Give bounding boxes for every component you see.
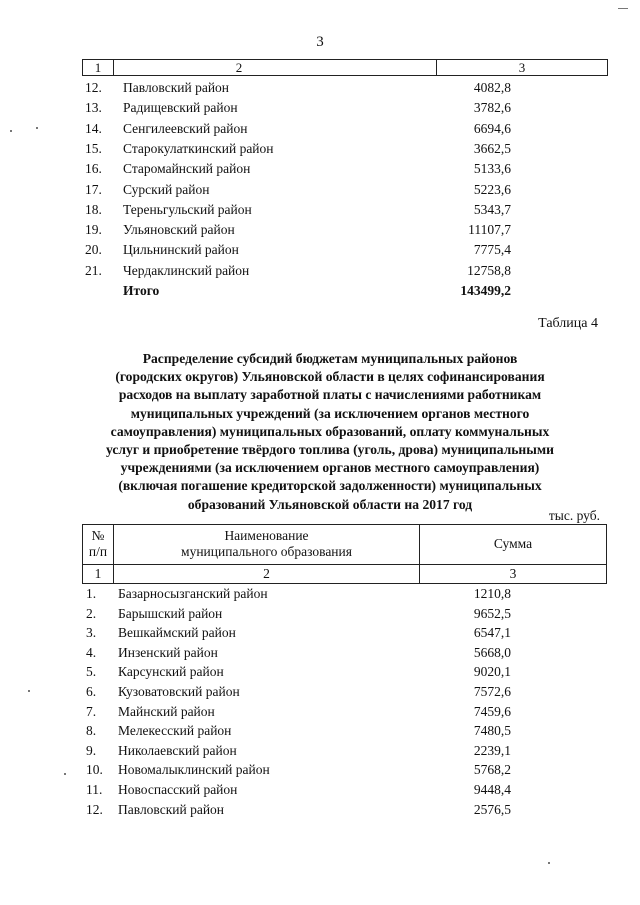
- row-value: 2239,1: [473, 742, 511, 758]
- row-name: Старокулаткинский район: [123, 140, 274, 156]
- table-row: [0, 200, 640, 220]
- row-name: Тереньгульский район: [123, 201, 252, 217]
- table-row: [0, 180, 640, 200]
- table-row: [0, 780, 640, 800]
- row-number: 10.: [86, 762, 103, 778]
- table-row: [0, 682, 640, 702]
- row-name: Вешкаймский район: [118, 625, 236, 641]
- row-value: 5223,6: [473, 181, 511, 197]
- title-line: самоуправления) муниципальных образований, оплату коммунальных: [110, 423, 550, 439]
- row-name: Инзенский район: [118, 644, 218, 660]
- table-row: [0, 760, 640, 780]
- row-name: Майнский район: [118, 703, 215, 719]
- row-name: Мелекесский район: [118, 723, 232, 739]
- row-name: Ульяновский район: [123, 222, 235, 238]
- row-number: 18.: [85, 201, 102, 217]
- title-line: муниципальных учреждений (за исключением органов местного: [130, 405, 530, 421]
- total-label: Итого: [123, 283, 160, 298]
- row-value: 4082,8: [473, 80, 511, 95]
- col1-header-line1: №: [91, 528, 105, 543]
- table-row: [0, 240, 640, 260]
- table-row: [0, 741, 640, 761]
- row-name: Павловский район: [123, 80, 230, 95]
- table-row: [0, 98, 640, 118]
- page-number: 3: [316, 34, 324, 50]
- index-cell-2: 2: [263, 566, 270, 581]
- row-number: 13.: [85, 100, 102, 116]
- row-number: 2.: [86, 605, 97, 621]
- row-value: 6694,6: [473, 120, 511, 136]
- row-name: Базарносызганский район: [118, 586, 268, 601]
- row-value: 5343,7: [473, 201, 511, 217]
- row-value: 9652,5: [473, 605, 511, 621]
- row-value: 7480,5: [473, 723, 511, 739]
- title-line: Распределение субсидий бюджетам муниципальных районов: [142, 351, 518, 366]
- row-name: Барышский район: [118, 605, 223, 621]
- table-row: [0, 623, 640, 643]
- row-name: Павловский район: [118, 801, 225, 817]
- table-row: [0, 584, 640, 604]
- col3-header: Сумма: [493, 536, 533, 551]
- row-number: 20.: [85, 242, 102, 258]
- row-value: 12758,8: [467, 262, 511, 278]
- row-name: Кузоватовский район: [118, 684, 240, 699]
- row-value: 3782,6: [473, 100, 511, 116]
- table-title: [70, 350, 590, 514]
- table-row: [0, 800, 640, 820]
- row-number: 11.: [86, 782, 103, 797]
- header-cell-3: 3: [518, 60, 526, 75]
- row-number: 12.: [86, 801, 103, 817]
- row-value: 1210,8: [473, 586, 511, 601]
- title-line: учреждениями (за исключением органов местного самоуправления): [120, 460, 540, 476]
- table-row: [0, 139, 640, 159]
- total-row: [0, 281, 640, 301]
- row-value: 3662,5: [473, 140, 511, 156]
- col1-header-line2: п/п: [88, 544, 108, 559]
- title-line: образований Ульяновской области на 2017 год: [187, 496, 473, 512]
- row-name: Чердаклинский район: [123, 262, 250, 278]
- row-number: 9.: [86, 742, 97, 758]
- index-cell-1: 1: [94, 566, 102, 581]
- row-name: Николаевский район: [118, 742, 237, 758]
- row-number: 17.: [85, 181, 102, 197]
- row-number: 14.: [85, 120, 102, 136]
- title-line: услуг и приобретение твёрдого топлива (уголь, дрова) муниципальными: [106, 442, 554, 458]
- row-name: Сурский район: [123, 181, 210, 197]
- title-line: (включая погашение кредиторской задолженности) муниципальных: [118, 478, 542, 494]
- row-name: Радищевский район: [123, 100, 238, 116]
- header-cell-2: 2: [235, 60, 243, 75]
- units-label: тыс. руб.: [548, 508, 600, 523]
- row-name: Новоспасский район: [118, 782, 238, 797]
- table-row: [0, 220, 640, 240]
- row-value: 7775,4: [473, 242, 511, 258]
- table-label: Таблица 4: [538, 316, 598, 331]
- row-value: 7459,6: [473, 703, 511, 719]
- table-row: [0, 78, 640, 98]
- table-row: [0, 159, 640, 179]
- row-number: 6.: [86, 684, 97, 699]
- row-value: 2576,5: [473, 801, 511, 817]
- table-row: [0, 119, 640, 139]
- table-top-header: [82, 59, 608, 76]
- row-number: 12.: [85, 80, 102, 95]
- row-number: 4.: [86, 644, 97, 660]
- row-divider: [83, 564, 606, 565]
- total-value: 143499,2: [460, 283, 511, 298]
- row-value: 9020,1: [473, 664, 511, 680]
- table4-header: [82, 524, 607, 584]
- table-row: [0, 721, 640, 741]
- row-value: 5133,6: [473, 161, 511, 177]
- row-name: Старомайнский район: [123, 161, 251, 177]
- table-row: [0, 261, 640, 281]
- row-number: 16.: [85, 161, 102, 177]
- row-value: 5668,0: [473, 644, 511, 660]
- row-number: 8.: [86, 723, 97, 739]
- row-name: Сенгилеевский район: [123, 120, 248, 136]
- title-line: (городских округов) Ульяновской области в целях софинансирования: [115, 369, 545, 385]
- table-row: [0, 702, 640, 722]
- row-number: 19.: [85, 222, 102, 238]
- row-value: 11107,7: [468, 222, 511, 238]
- table-row: [0, 643, 640, 663]
- row-value: 6547,1: [473, 625, 511, 641]
- row-name: Карсунский район: [118, 664, 224, 680]
- row-number: 7.: [86, 703, 97, 719]
- index-cell-3: 3: [509, 566, 517, 581]
- table-row: [0, 604, 640, 624]
- title-line: расходов на выплату заработной платы с начислениями работникам: [118, 387, 542, 403]
- header-cell-1: 1: [94, 60, 102, 75]
- row-number: 3.: [86, 625, 97, 641]
- row-number: 21.: [85, 262, 102, 278]
- col2-header-line1: Наименование: [224, 528, 309, 543]
- row-name: Новомалыклинский район: [118, 762, 270, 778]
- row-number: 15.: [85, 140, 102, 156]
- row-name: Цильнинский район: [123, 242, 239, 258]
- row-number: 5.: [86, 664, 97, 680]
- table-row: [0, 662, 640, 682]
- row-number: 1.: [86, 586, 97, 601]
- row-value: 7572,6: [473, 684, 511, 699]
- col2-header-line2: муниципального образования: [181, 544, 352, 559]
- row-value: 5768,2: [473, 762, 511, 778]
- row-value: 9448,4: [473, 782, 511, 797]
